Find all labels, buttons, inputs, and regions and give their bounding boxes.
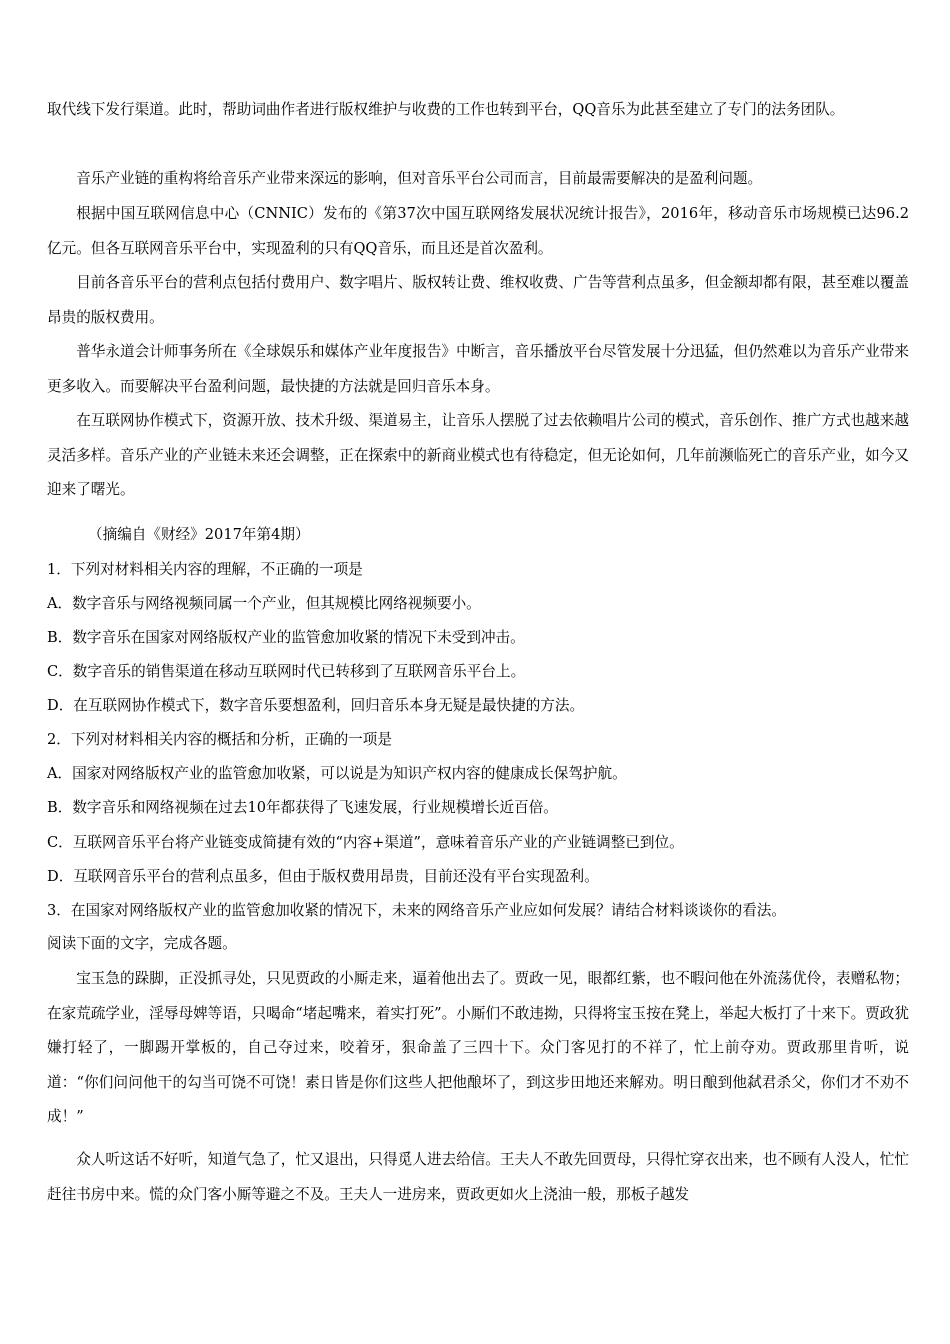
question-1-option-a: A．数字音乐与网络视频同属一个产业，但其规模比网络视频要小。 xyxy=(47,595,481,612)
passage1-source-citation: （摘编自《财经》2017年第4期） xyxy=(88,526,310,543)
passage1-paragraph-3: 目前各音乐平台的营利点包括付费用户、数字唱片、版权转让费、维权收费、广告等营利点虽多，但金额却都有限，甚至难以覆盖昂贵的版权费用。 xyxy=(47,274,909,326)
question-2-stem: 2．下列对材料相关内容的概括和分析，正确的一项是 xyxy=(47,731,392,748)
passage1-paragraph-4: 普华永道会计师事务所在《全球娱乐和媒体产业年度报告》中断言，音乐播放平台尽管发展十分迅猛，但仍然难以为音乐产业带来更多收入。而要解决平台盈利问题，最快捷的方法就是回归音乐本身。 xyxy=(47,343,909,395)
question-2-option-b: B．数字音乐和网络视频在过去10年都获得了飞速发展，行业规模增长近百倍。 xyxy=(47,799,558,816)
question-2-option-c: C．互联网音乐平台将产业链变成简捷有效的“内容+渠道”，意味着音乐产业的产业链调整已到位。 xyxy=(47,834,684,851)
passage1-paragraph-2: 根据中国互联网信息中心（CNNIC）发布的《第37次中国互联网络发展状况统计报告》，2016年，移动音乐市场规模已达96.2亿元。但各互联网音乐平台中，实现盈利的只有QQ音乐，而且还是首次盈利。 xyxy=(47,205,909,257)
question-2-option-a: A．国家对网络版权产业的监管愈加收紧，可以说是为知识产权内容的健康成长保驾护航。 xyxy=(47,765,627,782)
question-1-option-b: B．数字音乐在国家对网络版权产业的监管愈加收紧的情况下未受到冲击。 xyxy=(47,629,525,646)
question-2-option-d: D．互联网音乐平台的营利点虽多，但由于版权费用昂贵，目前还没有平台实现盈利。 xyxy=(47,868,599,885)
question-1-stem: 1．下列对材料相关内容的理解，不正确的一项是 xyxy=(47,561,363,578)
passage2-paragraph-1: 宝玉急的跺脚，正没抓寻处，只见贾政的小厮走来，逼着他出去了。贾政一见，眼都红紫，也不暇问他在外流荡优伶，表赠私物；在家荒疏学业，淫辱母婢等语，只喝命“堵起嘴来，着实打死”。小厮们不敢违拗，只得将宝玉按在凳上，举起大板打了十来下。贾政犹嫌打轻了，一脚踢开掌板的，自己夺过来，咬着牙，狠命盖了三四十下。众门客见打的不祥了，忙上前夺劝。贾政那里肯听，说道：“你们问问他干的勾当可饶不可饶！素日皆是你们这些人把他酿坏了，到这步田地还来解劝。明日酿到他弑君杀父，你们才不劝不成！” xyxy=(47,970,909,1125)
reading-instruction: 阅读下面的文字，完成各题。 xyxy=(47,935,237,952)
passage1-paragraph-5: 在互联网协作模式下，资源开放、技术升级、渠道易主，让音乐人摆脱了过去依赖唱片公司的模式，音乐创作、推广方式也越来越灵活多样。音乐产业的产业链未来还会调整，正在探索中的新商业模式也有待稳定，但无论如何，几年前濒临死亡的音乐产业，如今又迎来了曙光。 xyxy=(47,412,909,498)
passage1-paragraph-1: 音乐产业链的重构将给音乐产业带来深远的影响，但对音乐平台公司而言，目前最需要解决的是盈利问题。 xyxy=(76,170,763,187)
question-1-option-c: C．数字音乐的销售渠道在移动互联网时代已转移到了互联网音乐平台上。 xyxy=(47,663,526,680)
passage1-paragraph-0: 取代线下发行渠道。此时，帮助词曲作者进行版权维护与收费的工作也转到平台，QQ音乐为此甚至建立了专门的法务团队。 xyxy=(47,101,845,118)
question-3-stem: 3．在国家对网络版权产业的监管愈加收紧的情况下，未来的网络音乐产业应如何发展？请结合材料谈谈你的看法。 xyxy=(47,902,786,919)
question-1-option-d: D．在互联网协作模式下，数字音乐要想盈利，回归音乐本身无疑是最快捷的方法。 xyxy=(47,697,585,714)
passage2-paragraph-2: 众人听这话不好听，知道气急了，忙又退出，只得觅人进去给信。王夫人不敢先回贾母，只得忙穿衣出来，也不顾有人没人，忙忙赶往书房中来。慌的众门客小厮等避之不及。王夫人一进房来，贾政更如火上浇油一般，那板子越发 xyxy=(47,1151,909,1203)
